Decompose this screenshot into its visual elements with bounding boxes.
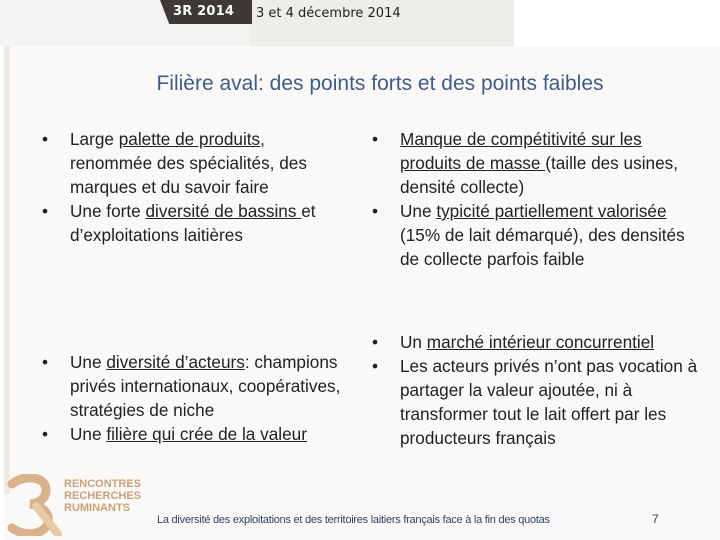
underlined-text: marché intérieur concurrentiel — [426, 332, 655, 352]
underlined-text: palette de produits — [118, 129, 261, 149]
bullet-text: (15% de lait démarqué), des densités de collecte parfois faible — [400, 225, 685, 269]
bullet-item — [42, 422, 372, 446]
3r-logo-icon — [6, 474, 62, 536]
bullet-marker: • — [42, 352, 49, 372]
bullet-item — [372, 127, 702, 199]
bullet-text: Large — [70, 129, 119, 149]
bullet-text: Les acteurs privés n’ont pas vocation à partager la valeur ajoutée, ni à transformer tout le lait offert par les producteurs français — [400, 356, 698, 448]
underlined-text: diversité d’acteurs — [106, 352, 245, 372]
logo-line: RENCONTRES — [64, 478, 142, 490]
bullet-item — [372, 330, 702, 354]
underlined-text: Manque de compétitivité sur les produits de masse — [400, 129, 642, 173]
bullet-item — [42, 350, 372, 422]
strengths-list-bottom — [42, 350, 372, 446]
bullet-marker: • — [42, 201, 49, 221]
bullet-item — [42, 199, 342, 247]
event-date: 3 et 4 décembre 2014 — [256, 6, 401, 21]
bullet-marker: • — [372, 356, 379, 376]
underlined-text: filière qui crée de la valeur — [106, 424, 307, 444]
strengths-list-top — [42, 127, 342, 247]
logo-line: RUMINANTS — [64, 502, 130, 514]
bullet-marker: • — [372, 201, 379, 221]
bullet-text: (taille des usines, densité collecte) — [400, 153, 679, 197]
body-panel — [4, 46, 720, 540]
logo-text — [64, 478, 141, 514]
bullet-text: Une — [70, 352, 107, 372]
bullet-marker: • — [372, 129, 379, 149]
bullet-text: Une forte — [70, 201, 146, 221]
bullet-text: : champions privés internationaux, coopératives, stratégies de niche — [70, 352, 341, 420]
bullet-text: Un — [400, 332, 427, 352]
bullet-marker: • — [42, 129, 49, 149]
underlined-text: typicité partiellement valorisée — [436, 201, 667, 221]
bullet-item — [42, 127, 342, 199]
bullet-text: Une — [400, 201, 437, 221]
bullet-text: Une — [70, 424, 107, 444]
bullet-item — [372, 354, 702, 450]
underlined-text: diversité de bassins — [145, 201, 302, 221]
logo-line: RECHERCHES — [64, 490, 142, 502]
weaknesses-list-bottom — [372, 330, 702, 450]
footer-text: La diversité des exploitations et des territoires laitiers français face à la fin des quotas — [157, 514, 550, 526]
event-logo-text: 3R 2014 — [173, 4, 235, 19]
bullet-marker: • — [372, 332, 379, 352]
page-number: 7 — [652, 512, 659, 526]
bullet-item — [372, 199, 702, 271]
slide-title: Filière aval: des points forts et des points faibles — [156, 72, 604, 95]
bullet-text: et d’exploitations laitières — [70, 201, 316, 245]
weaknesses-list-top — [372, 127, 702, 271]
bullet-marker: • — [42, 424, 49, 444]
bullet-text: , renommée des spécialités, des marques et du savoir faire — [70, 129, 307, 197]
